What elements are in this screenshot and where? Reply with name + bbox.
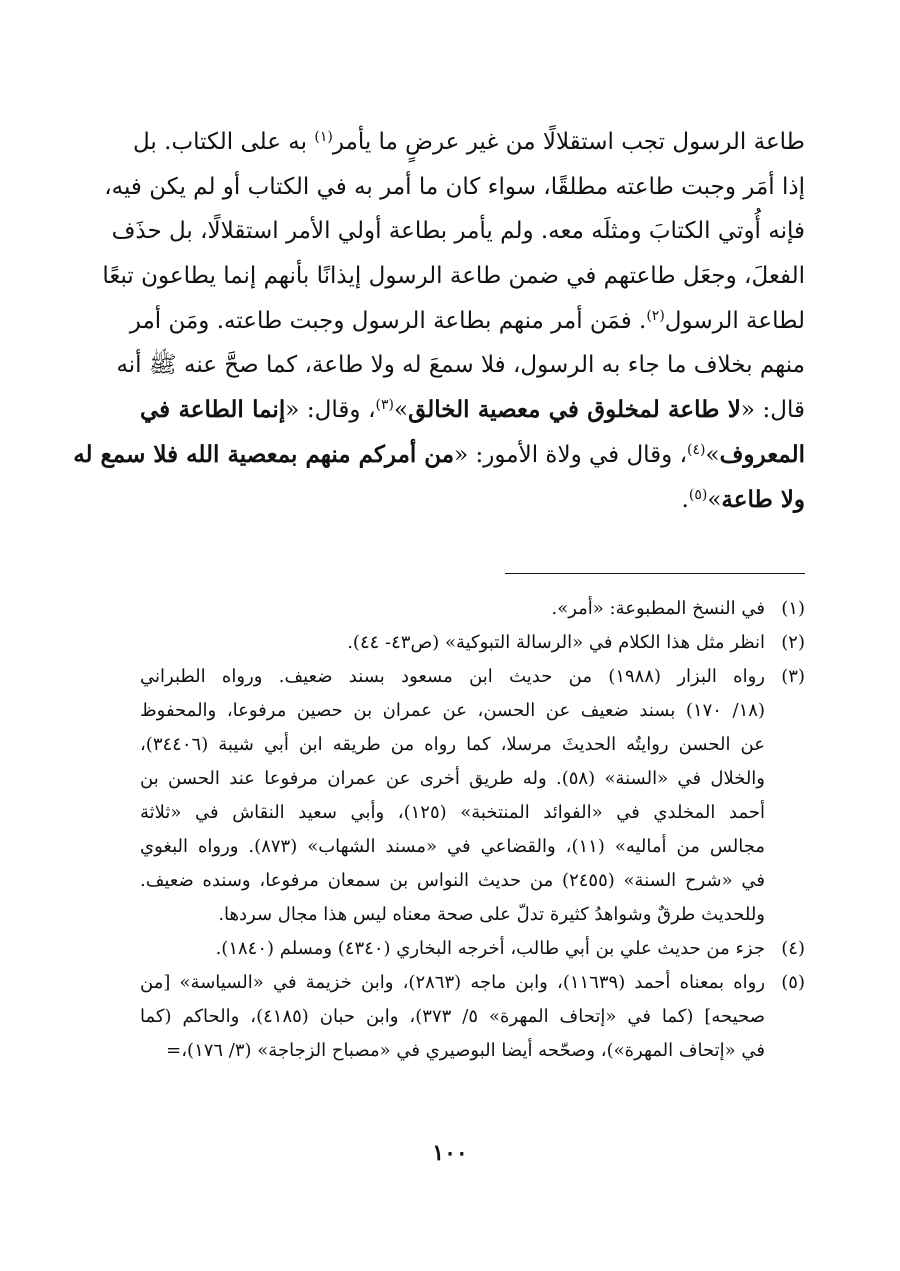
text-run: » bbox=[705, 441, 720, 468]
text-run: لطاعة الرسول bbox=[664, 307, 805, 334]
main-text-line bbox=[102, 254, 805, 299]
text-run: الفعلَ، وجعَل طاعتهم في ضمن طاعة الرسول إيذانًا بأنهم إنما يطاعون تبعًا bbox=[102, 263, 805, 290]
footnote bbox=[140, 966, 805, 1068]
footnote-line: في النسخ المطبوعة: «أمر». bbox=[551, 598, 765, 619]
footnote-number: (١) bbox=[781, 598, 805, 619]
footnote-line: عن الحسن روايتُه الحديثَ مرسلا، كما رواه من طريقه ابن أبي شيبة (٣٤٤٠٦)، bbox=[140, 734, 765, 755]
footnote-marker: (٥) bbox=[688, 486, 708, 503]
hadith-quote: لا طاعة لمخلوق في معصية الخالق bbox=[408, 396, 741, 424]
main-text-line bbox=[73, 433, 805, 478]
footnote-line: مجالس من أماليه» (١١)، والقضاعي في «مسند الشهاب» (٨٧٣). ورواه البغوي bbox=[140, 836, 765, 857]
text-run: » bbox=[707, 486, 722, 513]
footnote-line: أحمد المخلدي في «الفوائد المنتخبة» (١٢٥)، وأبي سعيد النقاش في «ثلاثة bbox=[140, 802, 765, 823]
footnote bbox=[140, 932, 805, 966]
main-text-line bbox=[129, 299, 805, 344]
hadith-quote: من أمركم منهم بمعصية الله فلا سمع له bbox=[73, 440, 455, 468]
text-run: » bbox=[393, 397, 409, 424]
text-run: فإنه أُوتي الكتابَ ومثلَه معه. ولم يأمر بطاعة أولي الأمر استقلالًا، بل حذَف bbox=[111, 218, 805, 245]
text-run: . bbox=[681, 486, 689, 513]
footnote-line: رواه بمعناه أحمد (١١٦٣٩)، وابن ماجه (٢٨٦٣)، وابن خزيمة في «السياسة» [من bbox=[140, 972, 766, 993]
footnote-line: جزء من حديث علي بن أبي طالب، أخرجه البخاري (٤٣٤٠) ومسلم (١٨٤٠). bbox=[215, 938, 765, 959]
text-run: قال: « bbox=[740, 397, 805, 424]
footnote bbox=[140, 626, 805, 660]
hadith-quote: إنما الطاعة في bbox=[140, 396, 286, 424]
main-text bbox=[73, 120, 805, 522]
footnote-line: انظر مثل هذا الكلام في «الرسالة التبوكية» (ص٤٣- ٤٤). bbox=[347, 632, 765, 653]
main-text-line bbox=[111, 209, 805, 254]
footnote-marker: (٢) bbox=[646, 307, 665, 324]
main-text-line bbox=[140, 478, 805, 523]
main-text-line bbox=[104, 165, 805, 210]
text-run: طاعة الرسول تجب استقلالًا من غير عرضٍ ما يأمر bbox=[332, 129, 805, 155]
page-number: ١٠٠ bbox=[432, 1140, 468, 1166]
footnote-line: (١٨/ ١٧٠) بسند ضعيف عن الحسن، عن عمران بن حصين مرفوعا، والمحفوظ bbox=[140, 700, 765, 721]
footnote-number: (٣) bbox=[781, 666, 805, 687]
text-run: به على الكتاب. بل bbox=[133, 129, 315, 155]
main-text-line bbox=[116, 343, 805, 388]
text-run: منهم بخلاف ما جاء به الرسول، فلا سمعَ له ولا طاعة، كما صحَّ عنه ﷺ أنه bbox=[116, 352, 805, 379]
footnote-number: (٤) bbox=[781, 938, 805, 959]
hadith-quote: المعروف bbox=[719, 440, 805, 468]
footnote-marker: (٤) bbox=[687, 441, 706, 458]
footnote-marker: (١) bbox=[314, 129, 333, 145]
text-run: إذا أمَر وجبت طاعته مطلقًا، سواء كان ما أمر به في الكتاب أو لم يكن فيه، bbox=[104, 173, 805, 200]
hadith-quote: ولا طاعة bbox=[721, 485, 805, 513]
text-run: . فمَن أمر منهم بطاعة الرسول وجبت طاعته. ومَن أمر bbox=[129, 307, 647, 334]
text-run: ، وقال: « bbox=[285, 397, 376, 424]
footnote-line: في «إتحاف المهرة»)، وصحّحه أيضا البوصيري في «مصباح الزجاجة» (٣/ ١٧٦)،= bbox=[166, 1040, 765, 1061]
main-text-line bbox=[140, 388, 805, 433]
footnote bbox=[140, 592, 805, 626]
footnote-line: رواه البزار (١٩٨٨) من حديث ابن مسعود بسند ضعيف. ورواه الطبراني bbox=[140, 666, 765, 687]
main-text-line bbox=[133, 120, 805, 165]
footnotes bbox=[140, 592, 805, 1068]
footnote-number: (٥) bbox=[781, 972, 805, 993]
footnote-line: صحيحه] (كما في «إتحاف المهرة» ٥/ ٣٧٣)، وابن حبان (٤١٨٥)، والحاكم (كما bbox=[140, 1006, 766, 1027]
footnote-line: في «شرح السنة» (٢٤٥٥) من حديث النواس بن سمعان مرفوعا، وسنده ضعيف. bbox=[140, 870, 766, 891]
footnote bbox=[140, 660, 805, 932]
footnote-line: والخلال في «السنة» (٥٨). وله طريق أخرى عن عمران مرفوعا عند الحسن بن bbox=[140, 768, 766, 789]
footnote-separator bbox=[505, 573, 805, 574]
text-run: ، وقال في ولاة الأمور: « bbox=[454, 441, 688, 468]
footnote-number: (٢) bbox=[781, 632, 805, 653]
footnote-line: وللحديث طرقٌ وشواهدُ كثيرة تدلّ على صحة معناه ليس هذا مجال سردها. bbox=[218, 904, 765, 925]
footnote-marker: (٣) bbox=[375, 397, 394, 414]
